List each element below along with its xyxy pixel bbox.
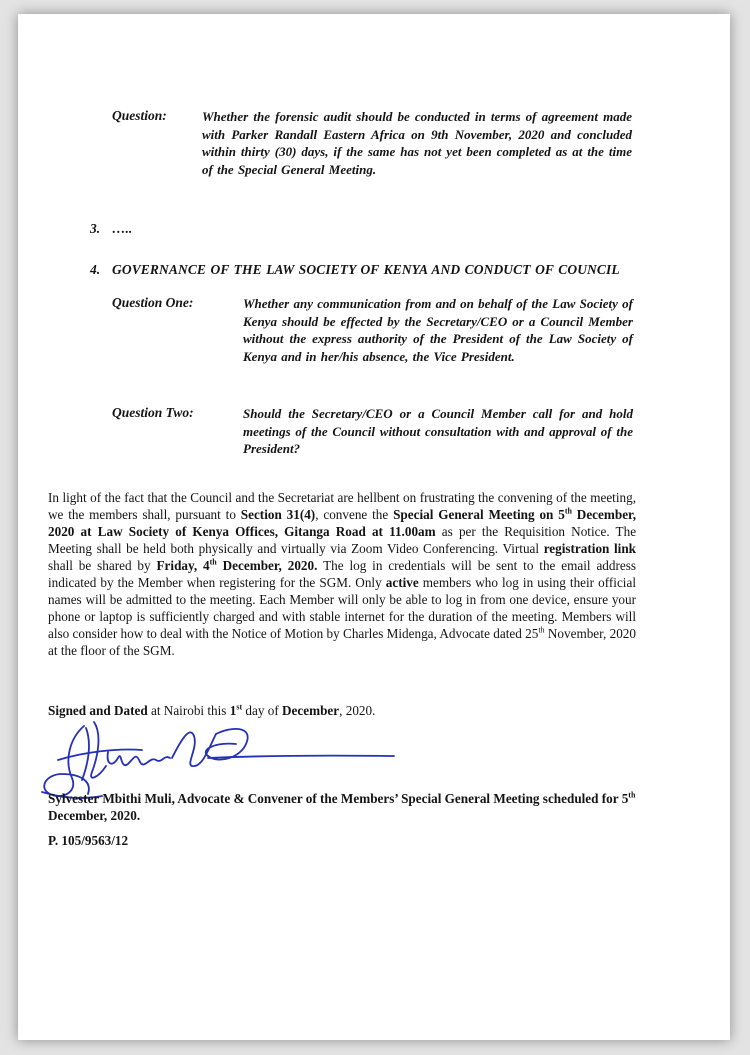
signed-dated-line: Signed and Dated at Nairobi this 1st day of December, 2020. [48, 702, 376, 718]
notice-paragraph: In light of the fact that the Council and the Secretariat are hellbent on frustrating the convening of the meeting, we the members shall, pursuant to Section 31(4), convene the Special General Meeting on 5th December, 2020 at Law Society of Kenya Offices, Gitanga Road at 11.00am as per the Requisition Notice. The Meeting shall be held both physically and virtually via Zoom Video Conferencing. Virtual registration link shall be shared by Friday, 4th December, 2020. The log in credentials will be sent to the email address indicated by the Member when registering for the SGM. Only active members who log in using their official names will be admitted to the meeting. Each Member will only be able to log in from one device, ensure your phone or laptop is sufficiently charged and with stable internet for the duration of the meeting. Members will also consider how to deal with the Notice of Motion by Charles Midenga, Advocate dated 25th November, 2020 at the floor of the SGM. [48, 490, 637, 658]
question-label: Question: [112, 108, 167, 123]
question-one-text: Whether any communication from and on behalf of the Law Society of Kenya should be effected by the Secretary/CEO or a Council Member without the express authority of the President of the Law Society of Kenya and in her/his absence, the Vice President. [243, 296, 633, 364]
item-4-number: 4. [90, 262, 101, 277]
item-4-heading: GOVERNANCE OF THE LAW SOCIETY OF KENYA AND CONDUCT OF COUNCIL [112, 262, 620, 277]
question-text: Whether the forensic audit should be conducted in terms of agreement made with Parker Randall Eastern Africa on 9th November, 2020 and concluded within thirty (30) days, if the same has not yet been completed as at the time of the Special General Meeting. [202, 109, 632, 177]
reference-number: P. 105/9563/12 [48, 833, 129, 848]
item-3-text: ….. [112, 221, 133, 236]
question-two-label: Question Two: [112, 405, 194, 420]
question-two-text: Should the Secretary/CEO or a Council Member call for and hold meetings of the Council without consultation with and approval of the President? [243, 406, 633, 456]
question-one-label: Question One: [112, 295, 194, 310]
convener-text: Sylvester Mbithi Muli, Advocate & Convener of the Members’ Special General Meeting scheduled for 5th December, 2020. [48, 790, 636, 823]
item-3-number: 3. [90, 221, 101, 236]
